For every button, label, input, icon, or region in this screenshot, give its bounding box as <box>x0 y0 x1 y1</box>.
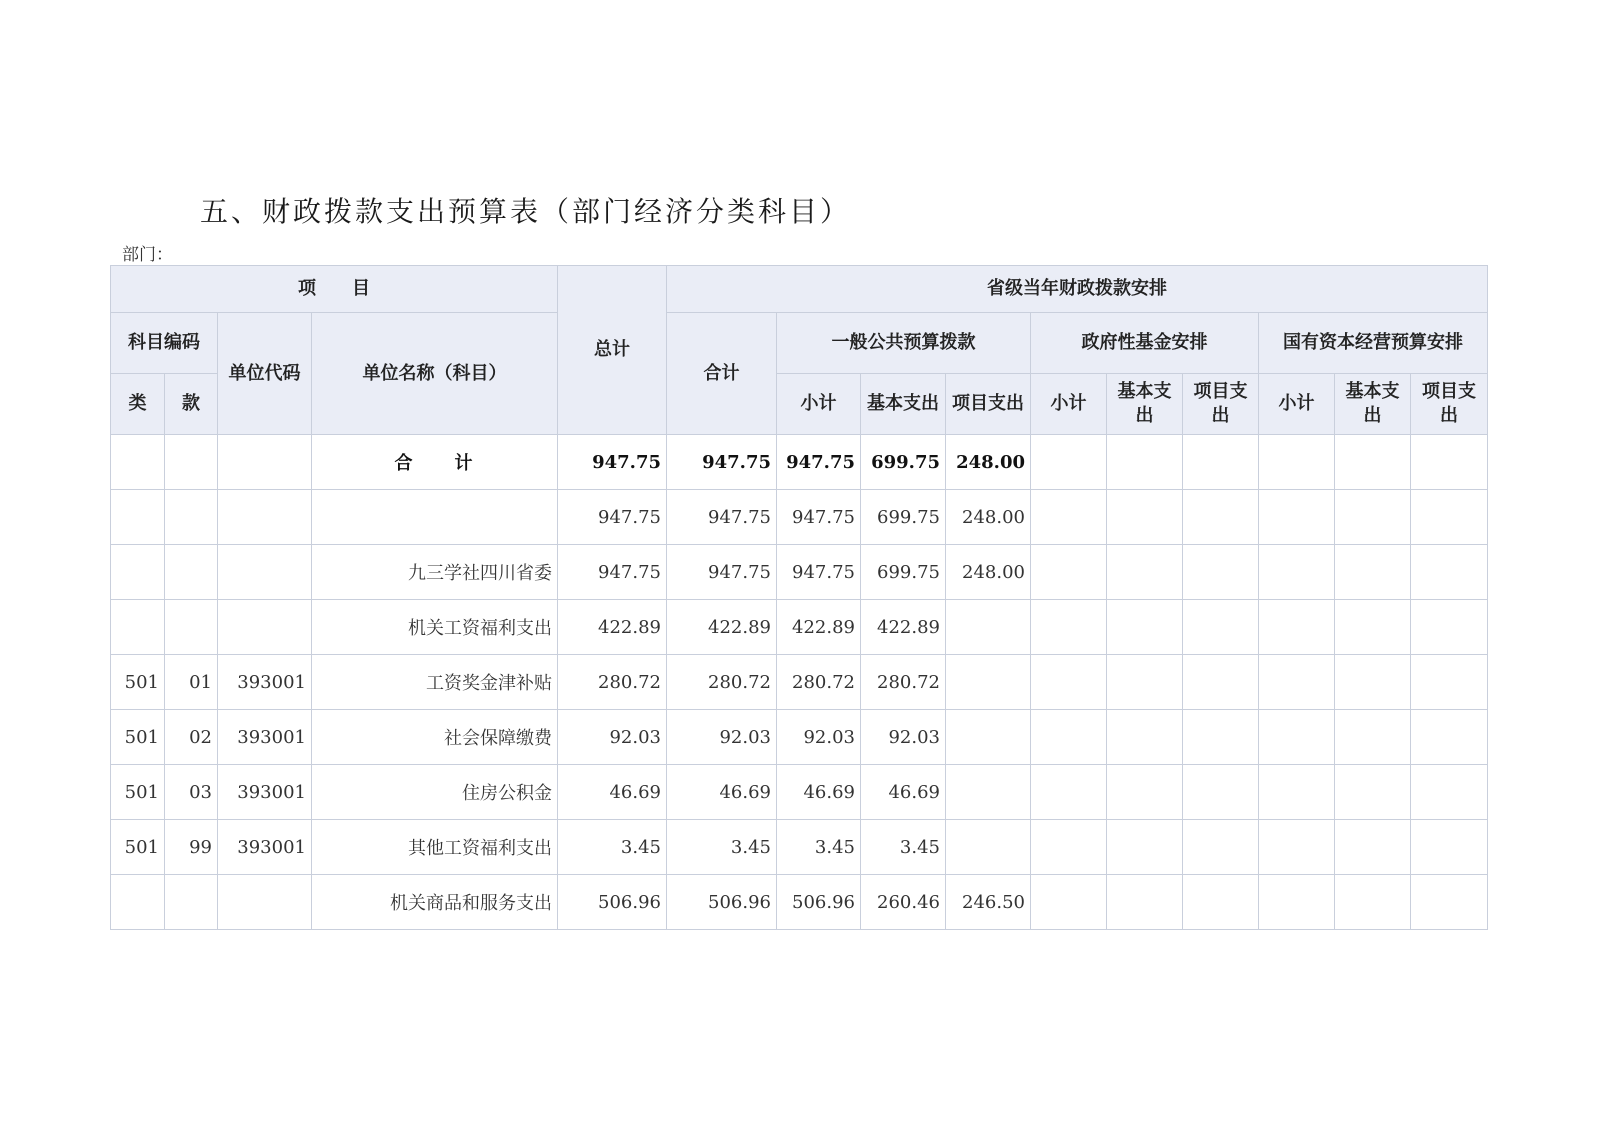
cell-fund-subtotal <box>1031 490 1107 545</box>
cell-heji: 46.69 <box>667 765 777 820</box>
table-body <box>111 435 1488 930</box>
cell-heji: 280.72 <box>667 655 777 710</box>
cell-kuan <box>165 875 218 930</box>
table-row <box>111 655 1488 710</box>
header-gov-fund: 政府性基金安排 <box>1031 313 1259 374</box>
cell-unit-name: 机关工资福利支出 <box>312 600 558 655</box>
table-row <box>111 765 1488 820</box>
cell-capital-subtotal <box>1259 655 1335 710</box>
cell-unit-code <box>218 545 312 600</box>
cell-total: 46.69 <box>558 765 667 820</box>
cell-capital-subtotal <box>1259 545 1335 600</box>
cell-fund-project <box>1183 545 1259 600</box>
cell-general-basic: 699.75 <box>861 435 946 490</box>
cell-general-basic: 422.89 <box>861 600 946 655</box>
cell-general-project: 248.00 <box>946 490 1031 545</box>
cell-fund-basic <box>1107 490 1183 545</box>
cell-total: 947.75 <box>558 545 667 600</box>
header-fund-subtotal: 小计 <box>1031 374 1107 435</box>
cell-kuan: 99 <box>165 820 218 875</box>
cell-fund-subtotal <box>1031 435 1107 490</box>
cell-unit-name: 社会保障缴费 <box>312 710 558 765</box>
cell-unit-name: 合 计 <box>312 435 558 490</box>
cell-unit-code: 393001 <box>218 765 312 820</box>
cell-kuan <box>165 545 218 600</box>
cell-fund-basic <box>1107 765 1183 820</box>
cell-general-subtotal: 422.89 <box>777 600 861 655</box>
header-general-budget: 一般公共预算拨款 <box>777 313 1031 374</box>
cell-kuan: 03 <box>165 765 218 820</box>
cell-capital-subtotal <box>1259 820 1335 875</box>
cell-fund-project <box>1183 490 1259 545</box>
cell-total: 280.72 <box>558 655 667 710</box>
cell-unit-code <box>218 875 312 930</box>
cell-capital-project <box>1411 710 1488 765</box>
cell-general-subtotal: 46.69 <box>777 765 861 820</box>
cell-capital-project <box>1411 435 1488 490</box>
cell-kuan <box>165 435 218 490</box>
cell-total: 3.45 <box>558 820 667 875</box>
cell-capital-basic <box>1335 545 1411 600</box>
cell-total: 506.96 <box>558 875 667 930</box>
cell-unit-code <box>218 600 312 655</box>
cell-general-basic: 699.75 <box>861 490 946 545</box>
cell-unit-code <box>218 490 312 545</box>
cell-general-basic: 699.75 <box>861 545 946 600</box>
header-capital-basic: 基本支出 <box>1335 374 1411 435</box>
table-row <box>111 875 1488 930</box>
cell-fund-basic <box>1107 545 1183 600</box>
table-row <box>111 600 1488 655</box>
cell-capital-basic <box>1335 765 1411 820</box>
cell-general-basic: 46.69 <box>861 765 946 820</box>
cell-fund-subtotal <box>1031 875 1107 930</box>
document-title: 五、财政拨款支出预算表（部门经济分类科目） <box>200 195 852 228</box>
cell-total: 92.03 <box>558 710 667 765</box>
budget-table <box>110 265 1488 930</box>
cell-fund-subtotal <box>1031 600 1107 655</box>
cell-unit-name <box>312 490 558 545</box>
cell-general-project: 246.50 <box>946 875 1031 930</box>
cell-general-subtotal: 947.75 <box>777 545 861 600</box>
cell-capital-basic <box>1335 490 1411 545</box>
cell-heji: 3.45 <box>667 820 777 875</box>
header-provincial-allocation: 省级当年财政拨款安排 <box>667 266 1488 313</box>
header-heji: 合计 <box>667 313 777 435</box>
cell-capital-project <box>1411 875 1488 930</box>
header-unit-name: 单位名称（科目） <box>312 313 558 435</box>
cell-fund-basic <box>1107 875 1183 930</box>
header-lei: 类 <box>111 374 165 435</box>
table-row <box>111 820 1488 875</box>
cell-general-subtotal: 92.03 <box>777 710 861 765</box>
cell-lei: 501 <box>111 820 165 875</box>
cell-total: 947.75 <box>558 490 667 545</box>
cell-unit-name: 其他工资福利支出 <box>312 820 558 875</box>
cell-capital-subtotal <box>1259 710 1335 765</box>
cell-fund-subtotal <box>1031 655 1107 710</box>
header-project: 项 目 <box>111 266 558 313</box>
cell-capital-project <box>1411 765 1488 820</box>
cell-general-project <box>946 710 1031 765</box>
cell-unit-code: 393001 <box>218 710 312 765</box>
cell-capital-basic <box>1335 875 1411 930</box>
cell-unit-code: 393001 <box>218 655 312 710</box>
cell-capital-subtotal <box>1259 875 1335 930</box>
cell-general-project <box>946 655 1031 710</box>
cell-general-subtotal: 947.75 <box>777 490 861 545</box>
cell-lei <box>111 875 165 930</box>
cell-general-project: 248.00 <box>946 435 1031 490</box>
header-general-project: 项目支出 <box>946 374 1031 435</box>
cell-unit-code: 393001 <box>218 820 312 875</box>
cell-fund-project <box>1183 600 1259 655</box>
header-unit-code: 单位代码 <box>218 313 312 435</box>
cell-heji: 947.75 <box>667 435 777 490</box>
table-row <box>111 545 1488 600</box>
cell-unit-name: 机关商品和服务支出 <box>312 875 558 930</box>
cell-total: 422.89 <box>558 600 667 655</box>
cell-capital-project <box>1411 490 1488 545</box>
cell-fund-project <box>1183 655 1259 710</box>
cell-capital-project <box>1411 820 1488 875</box>
cell-lei <box>111 490 165 545</box>
cell-kuan: 01 <box>165 655 218 710</box>
cell-fund-project <box>1183 710 1259 765</box>
cell-general-project: 248.00 <box>946 545 1031 600</box>
cell-lei <box>111 600 165 655</box>
table-row <box>111 710 1488 765</box>
cell-capital-subtotal <box>1259 600 1335 655</box>
cell-unit-name: 九三学社四川省委 <box>312 545 558 600</box>
cell-fund-basic <box>1107 710 1183 765</box>
department-label: 部门： <box>122 245 173 265</box>
header-subject-code: 科目编码 <box>111 313 218 374</box>
cell-fund-subtotal <box>1031 710 1107 765</box>
cell-general-project <box>946 600 1031 655</box>
header-kuan: 款 <box>165 374 218 435</box>
table-row-total <box>111 435 1488 490</box>
cell-capital-project <box>1411 545 1488 600</box>
header-capital-subtotal: 小计 <box>1259 374 1335 435</box>
header-fund-project: 项目支出 <box>1183 374 1259 435</box>
cell-general-subtotal: 506.96 <box>777 875 861 930</box>
table-row <box>111 490 1488 545</box>
cell-capital-subtotal <box>1259 435 1335 490</box>
cell-general-subtotal: 280.72 <box>777 655 861 710</box>
header-fund-basic: 基本支出 <box>1107 374 1183 435</box>
cell-general-basic: 260.46 <box>861 875 946 930</box>
table-header <box>111 266 1488 435</box>
cell-fund-subtotal <box>1031 545 1107 600</box>
cell-capital-subtotal <box>1259 765 1335 820</box>
header-state-capital: 国有资本经营预算安排 <box>1259 313 1488 374</box>
cell-heji: 422.89 <box>667 600 777 655</box>
cell-general-basic: 280.72 <box>861 655 946 710</box>
cell-capital-basic <box>1335 655 1411 710</box>
cell-lei <box>111 435 165 490</box>
cell-total: 947.75 <box>558 435 667 490</box>
header-general-subtotal: 小计 <box>777 374 861 435</box>
cell-fund-project <box>1183 820 1259 875</box>
cell-fund-basic <box>1107 435 1183 490</box>
cell-unit-name: 住房公积金 <box>312 765 558 820</box>
cell-lei: 501 <box>111 655 165 710</box>
cell-fund-project <box>1183 435 1259 490</box>
cell-unit-code <box>218 435 312 490</box>
cell-heji: 947.75 <box>667 545 777 600</box>
cell-fund-project <box>1183 765 1259 820</box>
header-grand-total: 总计 <box>558 266 667 435</box>
cell-lei: 501 <box>111 765 165 820</box>
cell-general-subtotal: 3.45 <box>777 820 861 875</box>
cell-general-basic: 3.45 <box>861 820 946 875</box>
cell-fund-basic <box>1107 655 1183 710</box>
header-general-basic: 基本支出 <box>861 374 946 435</box>
cell-capital-basic <box>1335 820 1411 875</box>
cell-capital-project <box>1411 600 1488 655</box>
cell-heji: 947.75 <box>667 490 777 545</box>
cell-general-project <box>946 765 1031 820</box>
cell-kuan <box>165 600 218 655</box>
cell-kuan: 02 <box>165 710 218 765</box>
cell-capital-basic <box>1335 600 1411 655</box>
cell-capital-project <box>1411 655 1488 710</box>
cell-fund-project <box>1183 875 1259 930</box>
cell-kuan <box>165 490 218 545</box>
header-capital-project: 项目支出 <box>1411 374 1488 435</box>
cell-fund-subtotal <box>1031 765 1107 820</box>
cell-general-basic: 92.03 <box>861 710 946 765</box>
cell-lei <box>111 545 165 600</box>
cell-general-subtotal: 947.75 <box>777 435 861 490</box>
cell-capital-subtotal <box>1259 490 1335 545</box>
cell-fund-basic <box>1107 820 1183 875</box>
cell-heji: 92.03 <box>667 710 777 765</box>
cell-general-project <box>946 820 1031 875</box>
cell-lei: 501 <box>111 710 165 765</box>
cell-heji: 506.96 <box>667 875 777 930</box>
cell-capital-basic <box>1335 710 1411 765</box>
cell-unit-name: 工资奖金津补贴 <box>312 655 558 710</box>
cell-fund-subtotal <box>1031 820 1107 875</box>
cell-fund-basic <box>1107 600 1183 655</box>
cell-capital-basic <box>1335 435 1411 490</box>
